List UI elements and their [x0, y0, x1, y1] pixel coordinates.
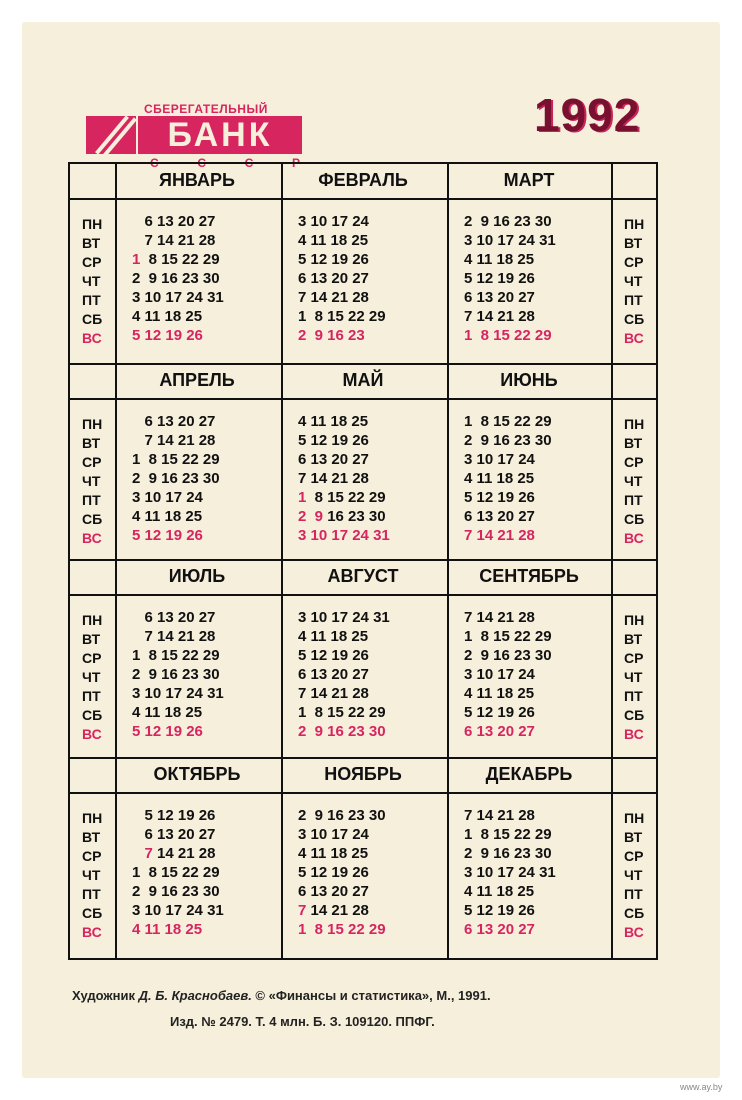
weekday-label: ВТ: [82, 631, 101, 647]
weekday-label: ВТ: [624, 435, 643, 451]
week-row: 4 11 18 25: [132, 704, 203, 721]
week-row: 3 10 17 24: [298, 213, 369, 230]
week-row: 5 12 19 26: [298, 647, 369, 664]
week-row: 7 14 21 28: [298, 470, 369, 487]
week-row: 5 12 19 26: [132, 807, 216, 824]
week-row: 7 14 21 28: [132, 628, 216, 645]
weekday-label: ПТ: [624, 886, 643, 902]
week-row: 5 12 19 26: [464, 270, 535, 287]
calendar-grid: [68, 162, 658, 960]
logo-top-text: СБЕРЕГАТЕЛЬНЫЙ: [144, 102, 268, 116]
week-row: 7 14 21 28: [132, 232, 216, 249]
watermark: www.ay.by: [680, 1082, 723, 1092]
holiday-days: 4 11 18 25: [132, 921, 203, 938]
grid-vline: [115, 164, 117, 958]
week-row: [464, 326, 556, 345]
footer-artist: Д. Б. Краснобаев.: [138, 988, 252, 1003]
holiday-days: 5 12 19 26: [132, 327, 203, 344]
week-row: 2 9 16 23 30: [132, 666, 220, 683]
weekday-label: ПТ: [82, 886, 101, 902]
weekday-label: ПН: [624, 216, 645, 232]
week-row: [298, 488, 390, 507]
weekday-label: ЧТ: [82, 669, 101, 685]
week-row: 3 10 17 24 31: [298, 609, 390, 626]
week-row: 6 13 20 27: [298, 270, 369, 287]
weekday-label: СБ: [82, 905, 103, 921]
week-row: 6 13 20 27: [132, 826, 216, 843]
week-row: [132, 844, 224, 863]
week-row: 3 10 17 24 31: [132, 289, 224, 306]
weekday-label: ПТ: [82, 688, 101, 704]
logo-sub-letter: Р: [291, 156, 300, 170]
grid-hline: [70, 594, 656, 596]
month-days: [464, 806, 556, 939]
week-row: 3 10 17 24 31: [132, 902, 224, 919]
footer-prefix: Художник: [72, 988, 139, 1003]
week-row: [298, 507, 390, 526]
workdays: 8 15 22 29: [306, 489, 386, 506]
month-name: ЯНВАРЬ: [159, 170, 235, 190]
month-days: [464, 412, 552, 545]
logo-mark-icon: [86, 116, 136, 154]
week-row: 1 8 15 22 29: [132, 864, 220, 881]
holiday-days: 1 8 15 22 29: [464, 327, 552, 344]
week-row: 3 10 17 24 31: [464, 864, 556, 881]
week-row: 7 14 21 28: [298, 289, 369, 306]
holiday-days: 7: [298, 902, 307, 919]
weekday-label: СР: [82, 848, 102, 864]
weekday-label: ПН: [82, 416, 103, 432]
month-days: [464, 212, 556, 345]
week-row: 3 10 17 24: [464, 451, 535, 468]
grid-vline: [281, 164, 283, 958]
holiday-days: 1 8 15 22 29: [298, 921, 386, 938]
weekday-label: ПТ: [82, 492, 101, 508]
week-row: 1 8 15 22 29: [464, 628, 552, 645]
week-row: 5 12 19 26: [298, 432, 369, 449]
month-days: [132, 806, 224, 939]
logo-sub-letter: С: [244, 156, 254, 170]
week-row: 6 13 20 27: [298, 666, 369, 683]
weekday-label: ЧТ: [624, 669, 643, 685]
weekday-label: СБ: [82, 311, 103, 327]
week-row: 6 13 20 27: [464, 508, 535, 525]
week-row: 1 8 15 22 29: [464, 413, 552, 430]
week-row: 3 10 17 24: [464, 666, 535, 683]
weekday-label: ПН: [624, 810, 645, 826]
week-row: [132, 326, 224, 345]
workdays: 14 21 28: [152, 845, 216, 862]
month-name: МАЙ: [342, 370, 384, 390]
month-name: НОЯБРЬ: [324, 764, 402, 784]
week-row: [132, 526, 220, 545]
month-days: [298, 806, 386, 939]
weekday-label: СБ: [82, 707, 103, 723]
holiday-days: 2 9 16 23: [298, 327, 365, 344]
weekday-label: ЧТ: [624, 867, 643, 883]
week-row: 4 11 18 25: [464, 251, 535, 268]
week-row: 4 11 18 25: [464, 470, 535, 487]
week-row: 7 14 21 28: [464, 807, 535, 824]
holiday-days: 7: [132, 845, 153, 862]
week-row: 5 12 19 26: [464, 489, 535, 506]
week-row: 3 10 17 24 31: [464, 232, 556, 249]
week-row: [132, 250, 224, 269]
grid-hline: [70, 757, 656, 759]
month-days: [298, 608, 390, 741]
month-name: ОКТЯБРЬ: [153, 764, 241, 784]
week-row: 2 9 16 23 30: [464, 845, 552, 862]
week-row: [298, 901, 386, 920]
week-row: 4 11 18 25: [464, 883, 535, 900]
weekday-label: ВС: [82, 530, 102, 546]
week-row: 1 8 15 22 29: [132, 451, 220, 468]
weekday-label: СБ: [82, 511, 103, 527]
week-row: 6 13 20 27: [464, 289, 535, 306]
grid-vline: [447, 164, 449, 958]
week-row: 6 13 20 27: [298, 451, 369, 468]
weekday-label: ВС: [624, 330, 644, 346]
week-row: 2 9 16 23 30: [132, 883, 220, 900]
week-row: 4 11 18 25: [132, 308, 203, 325]
week-row: 1 8 15 22 29: [132, 647, 220, 664]
weekday-label: СБ: [624, 707, 645, 723]
weekday-label: ПТ: [82, 292, 101, 308]
month-name: ДЕКАБРЬ: [485, 764, 573, 784]
week-row: [132, 722, 224, 741]
workdays: 8 15 22 29: [140, 251, 220, 268]
weekday-label: ЧТ: [82, 273, 101, 289]
weekday-label: СР: [624, 254, 644, 270]
holiday-days: 2 9 16 23 30: [298, 723, 386, 740]
week-row: 3 10 17 24: [298, 826, 369, 843]
logo-name: БАНК: [138, 116, 302, 154]
weekday-label: ЧТ: [624, 273, 643, 289]
weekday-label: СР: [82, 650, 102, 666]
week-row: 1 8 15 22 29: [298, 308, 386, 325]
weekday-label: ВТ: [82, 235, 101, 251]
weekday-label: ВТ: [624, 631, 643, 647]
week-row: 4 11 18 25: [132, 508, 203, 525]
holiday-days: 6 13 20 27: [464, 921, 535, 938]
workdays: 16 23 30: [323, 508, 386, 525]
week-row: 1 8 15 22 29: [464, 826, 552, 843]
holiday-days: 3 10 17 24 31: [298, 527, 390, 544]
weekday-label: ЧТ: [82, 867, 101, 883]
weekday-label: ПН: [624, 416, 645, 432]
weekday-label: СР: [82, 254, 102, 270]
week-row: 6 13 20 27: [298, 883, 369, 900]
footer-print-info: Изд. № 2479. Т. 4 млн. Б. З. 109120. ППФГ.: [170, 1014, 435, 1029]
month-name: ИЮЛЬ: [168, 566, 226, 586]
grid-hline: [70, 398, 656, 400]
week-row: [464, 920, 556, 939]
weekday-label: ВС: [624, 726, 644, 742]
weekday-label: ВТ: [82, 435, 101, 451]
weekday-label: СР: [624, 848, 644, 864]
weekday-label: ПН: [82, 612, 103, 628]
logo-sub-letter: С: [150, 156, 159, 170]
week-row: 3 10 17 24 31: [132, 685, 224, 702]
month-name: ФЕВРАЛЬ: [318, 170, 408, 190]
week-row: [298, 920, 386, 939]
week-row: 1 8 15 22 29: [298, 704, 386, 721]
weekday-label: СР: [624, 454, 644, 470]
month-name: АВГУСТ: [327, 566, 399, 586]
week-row: 5 12 19 26: [464, 902, 535, 919]
week-row: 5 12 19 26: [298, 251, 369, 268]
week-row: 5 12 19 26: [464, 704, 535, 721]
weekday-label: ВС: [624, 924, 644, 940]
holiday-days: 6 13 20 27: [464, 723, 535, 740]
footer-credits: [72, 988, 491, 1003]
month-name: СЕНТЯБРЬ: [479, 566, 579, 586]
grid-hline: [70, 363, 656, 365]
week-row: 7 14 21 28: [464, 308, 535, 325]
month-days: [132, 608, 224, 741]
week-row: 6 13 20 27: [132, 609, 216, 626]
grid-vline: [611, 164, 613, 958]
holiday-days: 5 12 19 26: [132, 723, 203, 740]
weekday-label: ВС: [82, 330, 102, 346]
month-days: [298, 412, 390, 545]
week-row: 2 9 16 23 30: [464, 647, 552, 664]
weekday-label: ВС: [82, 726, 102, 742]
week-row: 2 9 16 23 30: [464, 213, 552, 230]
weekday-label: ВС: [82, 924, 102, 940]
month-name: АПРЕЛЬ: [159, 370, 235, 390]
footer-publisher: © «Финансы и статистика», М., 1991.: [251, 988, 491, 1003]
weekday-label: СР: [82, 454, 102, 470]
month-days: [464, 608, 552, 741]
logo-sub-letter: С: [197, 156, 206, 170]
holiday-days: 2 9: [298, 508, 324, 525]
week-row: 7 14 21 28: [132, 432, 216, 449]
weekday-label: СБ: [624, 511, 645, 527]
week-row: [298, 722, 390, 741]
grid-hline: [70, 559, 656, 561]
week-row: 4 11 18 25: [298, 845, 369, 862]
year-title: 1992: [534, 89, 641, 141]
weekday-label: ВТ: [624, 235, 643, 251]
holiday-days: 5 12 19 26: [132, 527, 203, 544]
weekday-label: СБ: [624, 311, 645, 327]
weekday-label: СБ: [624, 905, 645, 921]
week-row: [298, 526, 390, 545]
weekday-label: ПТ: [624, 292, 643, 308]
week-row: 7 14 21 28: [464, 609, 535, 626]
month-days: [132, 412, 220, 545]
week-row: 5 12 19 26: [298, 864, 369, 881]
weekday-label: ВТ: [82, 829, 101, 845]
week-row: 4 11 18 25: [298, 628, 369, 645]
month-name: ИЮНЬ: [500, 370, 558, 390]
weekday-label: ЧТ: [624, 473, 643, 489]
grid-hline: [70, 792, 656, 794]
week-row: 2 9 16 23 30: [298, 807, 386, 824]
week-row: 6 13 20 27: [132, 213, 216, 230]
grid-hline: [70, 198, 656, 200]
weekday-label: СР: [624, 650, 644, 666]
holiday-days: 7 14 21 28: [464, 527, 535, 544]
weekday-label: ПН: [624, 612, 645, 628]
week-row: [132, 920, 224, 939]
week-row: 7 14 21 28: [298, 685, 369, 702]
week-row: 6 13 20 27: [132, 413, 216, 430]
week-row: 2 9 16 23 30: [132, 270, 220, 287]
week-row: [464, 722, 552, 741]
week-row: 4 11 18 25: [464, 685, 535, 702]
week-row: 3 10 17 24: [132, 489, 203, 506]
week-row: 2 9 16 23 30: [464, 432, 552, 449]
week-row: 4 11 18 25: [298, 413, 369, 430]
weekday-label: ЧТ: [82, 473, 101, 489]
workdays: 14 21 28: [306, 902, 369, 919]
weekday-label: ВТ: [624, 829, 643, 845]
weekday-label: ПН: [82, 216, 103, 232]
weekday-label: ПН: [82, 810, 103, 826]
month-days: [132, 212, 224, 345]
holiday-days: 1: [298, 489, 307, 506]
week-row: 4 11 18 25: [298, 232, 369, 249]
weekday-label: ПТ: [624, 492, 643, 508]
month-name: МАРТ: [503, 170, 555, 190]
week-row: [298, 326, 386, 345]
week-row: 2 9 16 23 30: [132, 470, 220, 487]
week-row: [464, 526, 552, 545]
weekday-label: ВС: [624, 530, 644, 546]
holiday-days: 1: [132, 251, 141, 268]
weekday-label: ПТ: [624, 688, 643, 704]
month-days: [298, 212, 386, 345]
